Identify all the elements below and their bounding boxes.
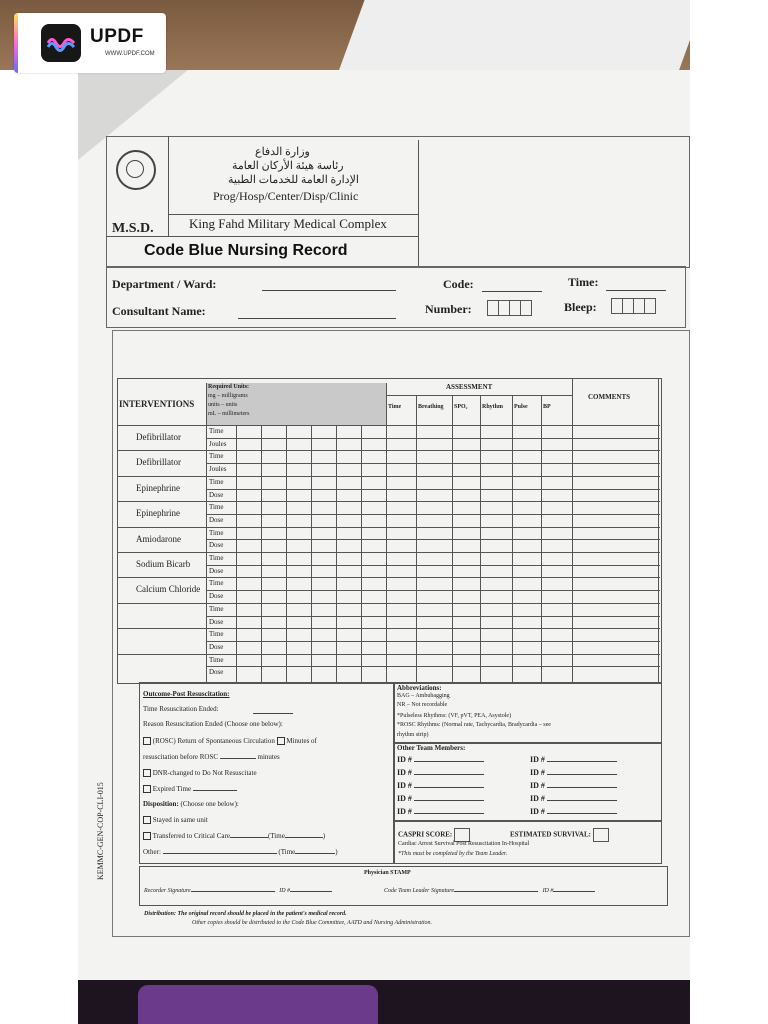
distribution-line-2: Other copies should be distributed to the Code Blue Committee, AATD and Nursing Administration.	[192, 920, 433, 926]
arabic-line-2: رئاسة هيئة الأركان العامة	[232, 160, 344, 172]
rosc-minutes-label: resuscitation before ROSC	[143, 753, 219, 761]
units-line-4: mL – millimeters	[208, 411, 250, 417]
form-frame	[112, 330, 690, 937]
intervention-sub-label: Joules	[209, 439, 227, 448]
expired-label: Expired Time	[152, 785, 192, 793]
intervention-sub-label: Dose	[209, 592, 224, 601]
updf-logo-icon	[41, 24, 81, 62]
time-field[interactable]	[606, 290, 666, 291]
transfer-time-label: (Time	[267, 832, 285, 840]
transfer-option: Transferred to Critical Care (Time )	[143, 832, 325, 840]
prog-line: Prog/Hosp/Center/Disp/Clinic	[213, 189, 359, 203]
arabic-line-3: الإدارة العامة للخدمات الطبية	[228, 174, 359, 186]
intervention-sub-label: Time	[209, 554, 224, 562]
team-member-id: ID #	[530, 807, 617, 816]
time-label: Time:	[568, 275, 599, 289]
intervention-sub-label: Dose	[209, 668, 224, 677]
intervention-sub-label: Dose	[209, 515, 224, 524]
code-label: Code:	[443, 277, 474, 291]
team-member-id: ID #	[397, 755, 484, 764]
disposition-sub: (Choose one below):	[180, 800, 239, 808]
caspri-label: CASPRI SCORE:	[398, 830, 453, 839]
team-member-id: ID #	[397, 781, 484, 790]
page-title: Code Blue Nursing Record	[144, 242, 348, 259]
msd-label: M.S.D.	[112, 221, 154, 236]
dnr-label: DNR-changed to Do Not Resuscitate	[152, 769, 257, 777]
intervention-name: Sodium Bicarb	[136, 559, 191, 569]
bleep-label: Bleep:	[564, 300, 597, 314]
assessment-col-6: BP	[543, 404, 551, 410]
bottom-background	[78, 980, 690, 1024]
assessment-col-2: Breathing	[418, 404, 444, 410]
intervention-sub-label: Time	[209, 452, 224, 461]
team-heading: Other Team Members:	[397, 744, 466, 752]
updf-watermark	[14, 13, 166, 73]
intervention-sub-label: Dose	[209, 642, 224, 651]
disposition-heading: Disposition:	[143, 800, 179, 808]
comments-header: COMMENTS	[588, 393, 630, 401]
abbrev-pulseless: *Pulseless Rhythms: (VF, pVT, PEA, Asystole)	[397, 713, 512, 719]
arabic-line-1: وزارة الدفاع	[255, 146, 310, 158]
intervention-sub-label: Dose	[209, 617, 224, 626]
recorder-label: Recorder Signature	[144, 888, 191, 894]
abbrev-rosc: *ROSC Rhythms: (Normal rate, Tachycardia, Bradycardia – see	[397, 722, 551, 728]
intervention-sub-label: Time	[209, 630, 224, 639]
caspri-note: Cardiac Arrest Survival Post Resuscitation In-Hospital	[398, 841, 530, 847]
units-line-1: Required Units:	[208, 384, 250, 390]
rosc-label: (ROSC) Return of Spontaneous Circulation	[152, 737, 275, 745]
department-label: Department / Ward:	[112, 277, 217, 291]
hospital-name: King Fahd Military Medical Complex	[189, 216, 387, 231]
updf-url: WWW.UPDF.COM	[105, 51, 155, 57]
minutes-of-label: Minutes of	[286, 737, 317, 745]
abbrev-bag: BAG – Ambubagging	[397, 693, 450, 699]
intervention-sub-label: Dose	[209, 541, 224, 550]
leader-id-label: ID #	[542, 888, 554, 894]
left-margin	[0, 70, 78, 1024]
team-leader-note: *This must be completed by the Team Leader.	[398, 851, 508, 857]
assessment-col-5: Pulse	[514, 404, 528, 410]
outcome-heading: Outcome-Post Resuscitation:	[143, 690, 230, 698]
other-label: Other:	[143, 848, 161, 856]
assessment-col-3: SPO₂	[454, 404, 468, 410]
intervention-name: Epinephrine	[136, 482, 180, 493]
assessment-col-4: Rhythm	[482, 404, 504, 410]
intervention-sub-label: Dose	[209, 566, 224, 575]
other-option: Other: (Time )	[143, 848, 338, 856]
department-field[interactable]	[262, 290, 396, 291]
intervention-sub-label: Joules	[209, 465, 227, 474]
intervention-sub-label: Time	[209, 503, 224, 512]
survival-label: ESTIMATED SURVIVAL:	[510, 830, 591, 839]
team-member-id: ID #	[397, 807, 484, 816]
transfer-label: Transferred to Critical Care	[152, 832, 230, 840]
consultant-field[interactable]	[238, 318, 396, 319]
intervention-sub-label: Time	[209, 604, 224, 613]
intervention-sub-label: Time	[209, 655, 224, 664]
number-boxes[interactable]	[487, 300, 531, 321]
other-time-label: (Time	[278, 848, 296, 856]
leader-label: Code Team Leader Signature	[384, 888, 455, 894]
interventions-header: INTERVENTIONS	[119, 399, 195, 409]
team-member-id: ID #	[397, 794, 484, 803]
team-member-id: ID #	[397, 768, 484, 777]
assessment-col-1: Time	[388, 404, 402, 410]
outcome-reason: Reason Resuscitation Ended (Choose one below):	[143, 720, 283, 728]
bleep-boxes[interactable]	[611, 298, 655, 319]
abbrev-heading: Abbreviations:	[397, 684, 442, 692]
team-member-id: ID #	[530, 781, 617, 790]
distribution-line-1: Distribution: The original record should be placed in the patient's medical record.	[144, 911, 347, 917]
number-label: Number:	[425, 302, 472, 316]
minutes-label: minutes	[257, 753, 280, 761]
units-line-2: mg – milligrams	[208, 393, 248, 399]
consultant-label: Consultant Name:	[112, 304, 206, 318]
right-margin	[690, 0, 768, 1024]
intervention-sub-label: Dose	[209, 490, 224, 499]
updf-name: UPDF	[90, 26, 144, 47]
team-member-id: ID #	[530, 794, 617, 803]
abbrev-rosc-cont: rhythm strip)	[397, 732, 429, 738]
abbrev-nr: NR – Not recordable	[397, 702, 448, 708]
intervention-sub-label: Time	[209, 477, 224, 486]
outcome-time-ended: Time Resuscitation Ended:	[143, 705, 219, 713]
intervention-name: Calcium Chloride	[136, 584, 201, 595]
intervention-name: Epinephrine	[136, 508, 180, 519]
intervention-name: Defibrillator	[136, 457, 181, 468]
ministry-seal-icon	[116, 150, 156, 190]
units-line-3: units – units	[208, 402, 238, 408]
stayed-label: Stayed in same unit	[152, 816, 208, 824]
assessment-header: ASSESSMENT	[446, 383, 493, 391]
team-member-id: ID #	[530, 755, 617, 764]
intervention-name: Amiodarone	[136, 533, 181, 544]
intervention-sub-label: Time	[209, 427, 224, 435]
background-sheet	[335, 0, 704, 80]
form-code: KEMMC-GEN-COP-CLI-015	[96, 782, 105, 880]
intervention-name: Defibrillator	[136, 432, 181, 442]
recorder-id-label: ID #	[279, 888, 291, 894]
team-member-id: ID #	[530, 768, 617, 777]
physician-stamp-label: Physician STAMP	[364, 870, 411, 876]
intervention-sub-label: Time	[209, 528, 224, 537]
code-field[interactable]	[482, 291, 542, 292]
intervention-sub-label: Time	[209, 579, 224, 588]
